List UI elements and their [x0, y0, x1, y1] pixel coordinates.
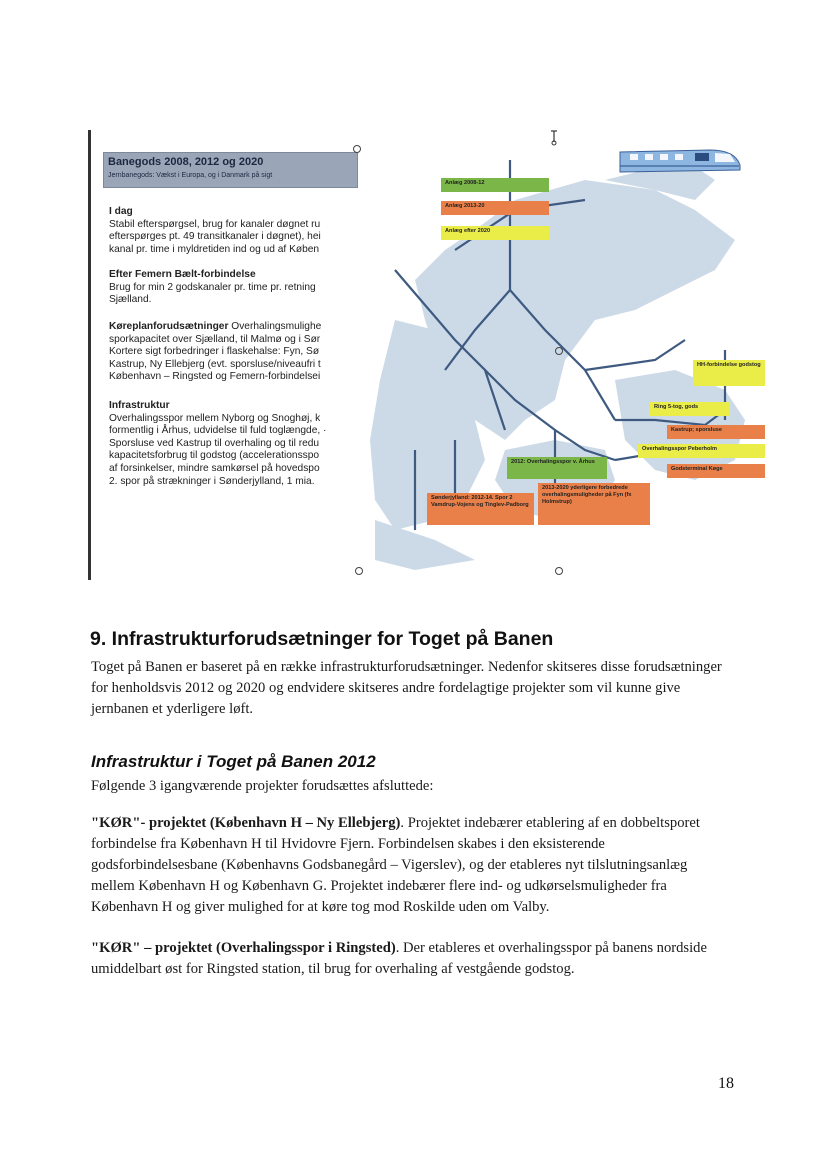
block-line: sporkapacitet over Sjælland, til Malmø og i Sør	[109, 333, 321, 345]
block-line: kanal pr. time i myldretiden ind og ud af Køben	[109, 243, 320, 255]
block-timetable	[109, 321, 359, 384]
block-line: Sjælland.	[109, 294, 152, 306]
block-line: København – Ringsted og Femern-forbindelsei	[109, 371, 321, 383]
project-kor-ny-ellebjerg	[91, 813, 731, 918]
page-number: 18	[718, 1075, 734, 1092]
label-peberholm: Overhalingsspor Peberholm	[638, 444, 765, 458]
section-intro: Toget på Banen er baseret på en række infrastrukturforudsætninger. Nedenfor skitseres disse forudsætninger for henholdsvis 2012 og 2020 og endvidere skitseres andre fordelagtige projekter som vil kunne give jernbanen et yderligere løft.	[91, 659, 722, 717]
label-sonderjylland: Sønderjylland: 2012-14. Spor 2 Vamdrup-Vojens og Tinglev-Padborg	[427, 493, 534, 525]
block-line: Overhalingsspor mellem Nyborg og Snoghøj, k	[109, 412, 321, 424]
bottom-circle-mark	[355, 567, 363, 575]
legend-2013-20: Anlæg 2013-20	[441, 201, 549, 215]
side-circle-mark	[555, 347, 563, 355]
block-today	[109, 206, 359, 256]
block-line: formentlig i Århus, udvidelse til fuld toglængde, ·	[109, 425, 327, 437]
block-infrastructure	[109, 400, 359, 488]
slide-title-box	[103, 152, 358, 188]
legend-2008-12: Anlæg 2008-12	[441, 178, 549, 192]
block-line: Stabil efterspørgsel, brug for kanaler døgnet ru	[109, 218, 321, 230]
section-heading: 9. Infrastrukturforudsætninger for Toget på Banen	[90, 628, 554, 650]
label-hh-connection: HH-forbindelse godstog	[693, 360, 765, 386]
project-text: . Projektet indebærer etablering af en dobbeltsporet forbindelse fra København H til Hvidovre Fjern. Forbindelsen skabes i den eksisterende godsforbindelsesbane (Københavns Godsbanegård – Vigerslev), og der etableres nyt tilslutningsanlæg mellem København H og København G. Projektet indebærer flere ind- og udkørselsmuligheder fra København H og giver mulighed for at køre tog mod Roskilde uden om Valby.	[91, 815, 700, 915]
train-icon	[615, 140, 745, 180]
block-line: Kastrup, Ny Ellebjerg (evt. sporsluse/niveaufri t	[109, 358, 321, 370]
bottom-circle-mark	[555, 567, 563, 575]
subsection-heading: Infrastruktur i Toget på Banen 2012	[91, 752, 376, 771]
figure-left-border	[88, 130, 91, 580]
label-koge: Godsterminal Køge	[667, 464, 765, 478]
block-femern	[109, 269, 359, 307]
project-kor-ringsted	[91, 938, 731, 980]
subsection-intro: Følgende 3 igangværende projekter forudsættes afsluttede:	[91, 778, 434, 794]
corner-circle-mark	[353, 145, 361, 153]
block-heading: Infrastruktur	[109, 400, 170, 411]
block-heading: Køreplanforudsætninger	[109, 321, 229, 332]
slide-title: Banegods 2008, 2012 og 2020	[108, 156, 264, 168]
label-arup: 2012: Overhalingsspor v. Århus	[507, 457, 607, 479]
block-line: Brug for min 2 godskanaler pr. time pr. retning	[109, 281, 316, 293]
block-line: 2. spor på strækninger i Sønderjylland, 1 mia.	[109, 475, 315, 487]
project-text: . Der etableres et overhalingsspor på banens nordside umiddelbart øst for Ringsted station, til brug for overhaling af vestgående godstog.	[91, 940, 707, 977]
block-heading-suffix: Overhalingsmulighe	[228, 321, 322, 332]
label-ring5: Ring 5-tog, gods	[650, 402, 730, 416]
legend-after-2020: Anlæg efter 2020	[441, 226, 549, 240]
map-pin-icon	[549, 130, 559, 146]
block-line: efterspørges pt. 49 transitkanaler i døgnet), hei	[109, 231, 321, 243]
block-heading: I dag	[109, 206, 133, 217]
label-kastrup: Kastrup; sporsluse	[667, 425, 765, 439]
block-heading: Efter Femern Bælt-forbindelse	[109, 269, 256, 280]
project-title: "KØR"- projektet (København H – Ny Ellebjerg)	[91, 815, 401, 831]
label-fyn: 2013-2020 yderligere forbedrede overhalingsmuligheder på Fyn (fx Holmstrup)	[538, 483, 650, 525]
project-title: "KØR" – projektet (Overhalingsspor i Ringsted)	[91, 940, 396, 956]
block-line: Sporsluse ved Kastrup til overhaling og til redu	[109, 437, 320, 449]
slide-subtitle: Jernbanegods: Vækst i Europa, og i Danmark på sigt	[108, 172, 273, 179]
block-line: Kortere sigt forbedringer i flaskehalse: Fyn, Sø	[109, 346, 320, 358]
block-line: kapacitetsforbrug til godstog (accelerationsspo	[109, 450, 320, 462]
block-line: af forsinkelser, mindre samkørsel på hovedspo	[109, 462, 320, 474]
